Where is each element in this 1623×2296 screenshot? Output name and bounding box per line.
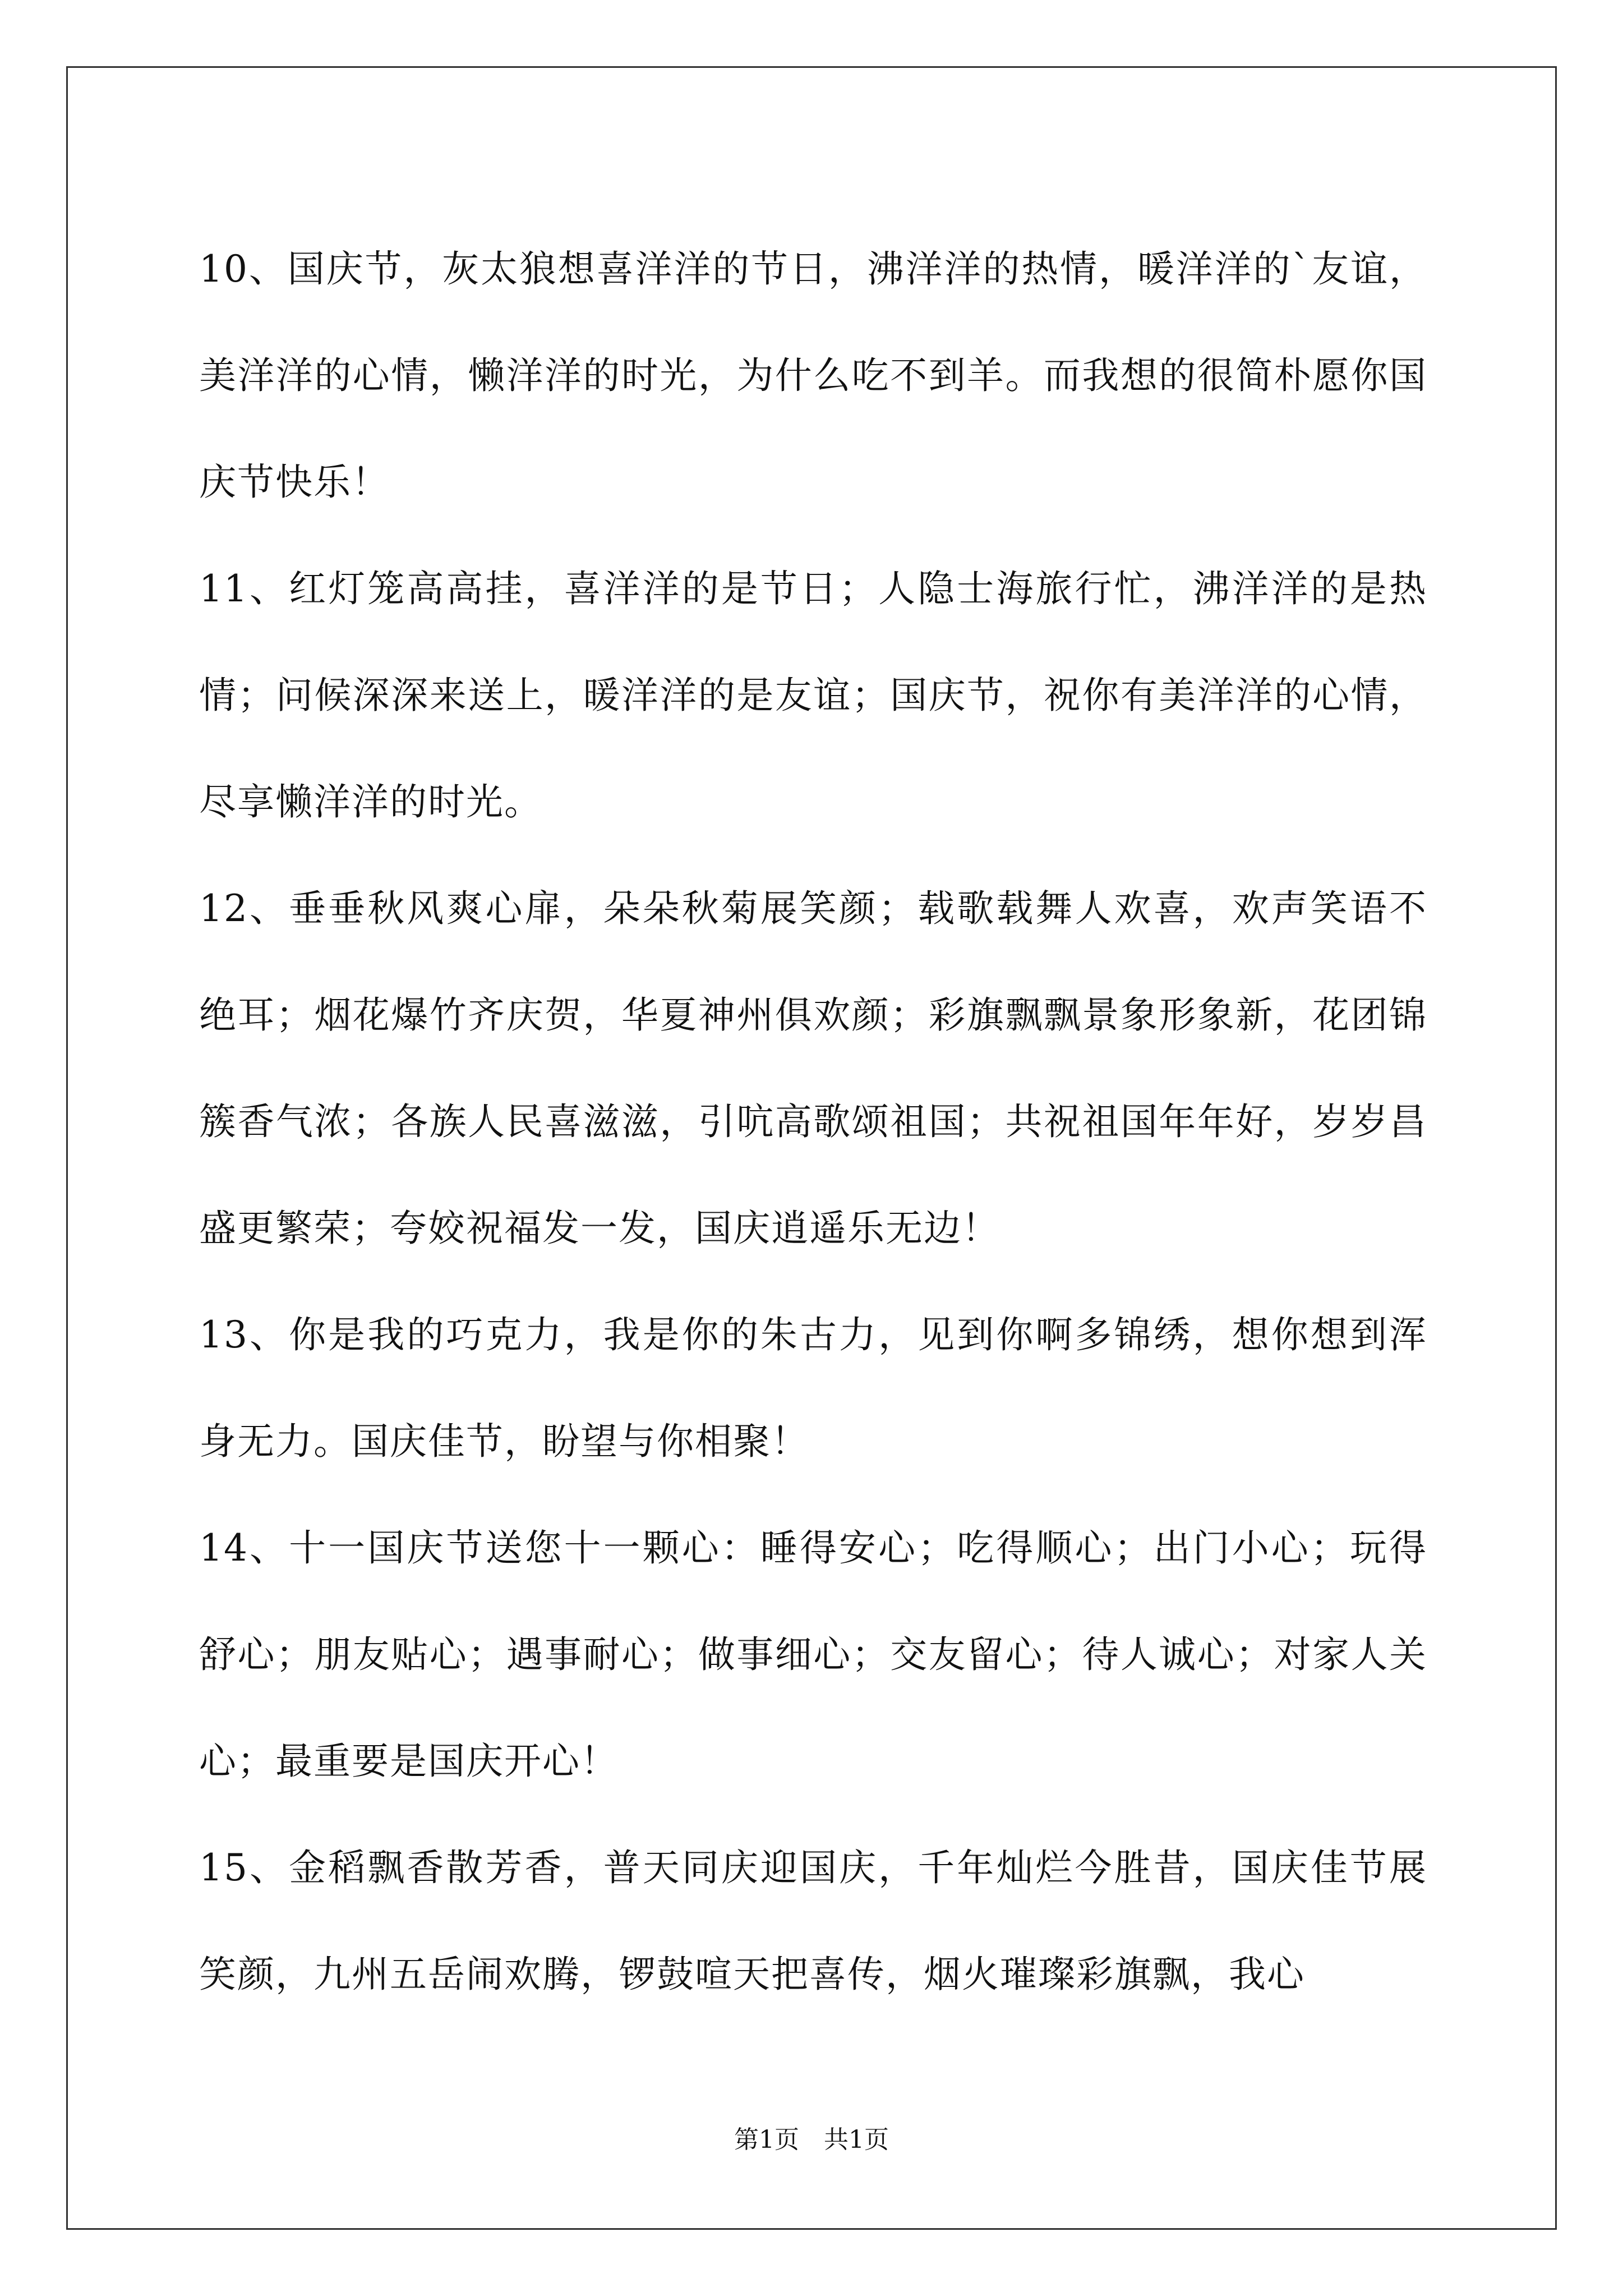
paragraph-14: 14、十一国庆节送您十一颗心：睡得安心；吃得顺心；出门小心；玩得舒心；朋友贴心；遇事耐心；做事细心；交友留心；待人诚心；对家人关心；最重要是国庆开心！ xyxy=(199,1526,1427,1783)
paragraph-13: 13、你是我的巧克力，我是你的朱古力，见到你啊多锦绣，想你想到浑身无力。国庆佳节，盼望与你相聚！ xyxy=(199,1313,1427,1463)
paragraph-12: 12、垂垂秋风爽心扉，朵朵秋菊展笑颜；载歌载舞人欢喜，欢声笑语不绝耳；烟花爆竹齐庆贺，华夏神州俱欢颜；彩旗飘飘景象形象新，花团锦簇香气浓；各族人民喜滋滋，引吭高歌颂祖国；共祝祖国年年好，岁岁昌盛更繁荣；夸姣祝福发一发，国庆逍遥乐无边！ xyxy=(199,887,1427,1250)
paragraph-15: 15、金稻飘香散芳香，普天同庆迎国庆，千年灿烂今胜昔，国庆佳节展笑颜，九州五岳闹欢腾，锣鼓喧天把喜传，烟火璀璨彩旗飘，我心 xyxy=(199,1846,1427,1996)
paragraph-10: 10、国庆节，灰太狼想喜洋洋的节日，沸洋洋的热情，暖洋洋的`友谊，美洋洋的心情，懒洋洋的时光，为什么吃不到羊。而我想的很简朴愿你国庆节快乐！ xyxy=(199,247,1427,504)
page-number: 第1页 共1页 xyxy=(734,2125,889,2154)
document-body xyxy=(199,216,1427,2028)
page-footer xyxy=(0,2123,1623,2157)
paragraph-11: 11、红灯笼高高挂，喜洋洋的是节日；人隐士海旅行忙，沸洋洋的是热情；问候深深来送上，暖洋洋的是友谊；国庆节，祝你有美洋洋的心情，尽享懒洋洋的时光。 xyxy=(199,567,1427,823)
